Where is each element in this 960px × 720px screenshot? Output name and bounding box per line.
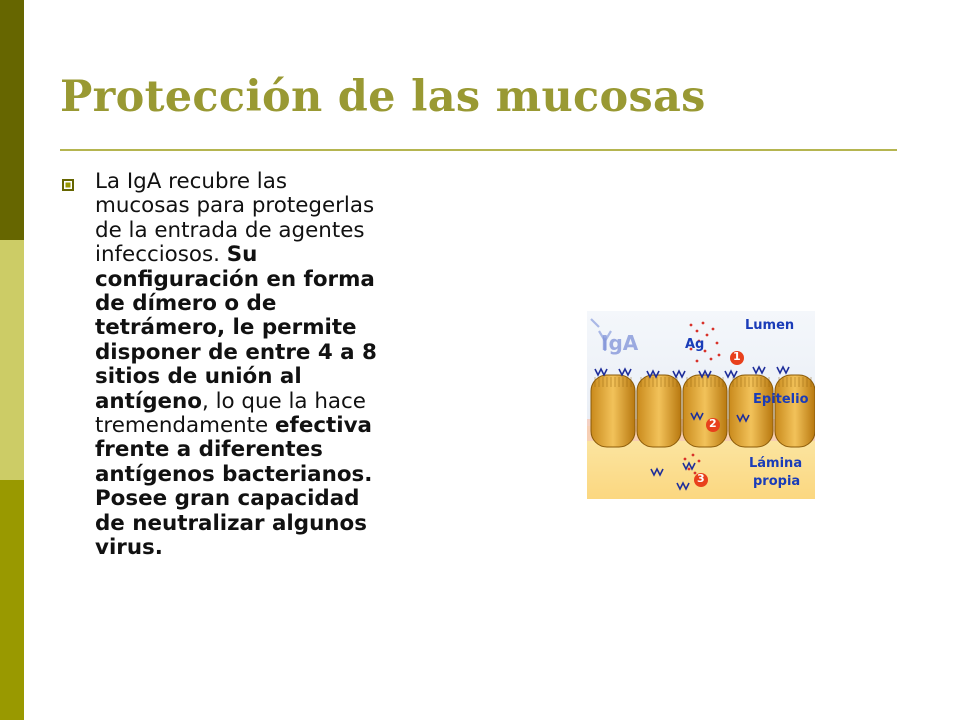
bold-text-run: antígenos bacterianos.	[95, 461, 373, 487]
bullet-line	[95, 170, 455, 194]
bullet-line	[95, 341, 455, 365]
bullet-line	[95, 512, 455, 536]
bullet-line	[95, 463, 455, 487]
lamina-label: Lámina	[749, 456, 803, 471]
bullet-line	[95, 243, 455, 267]
iga-mucosa-diagram	[587, 311, 815, 499]
bullet-line	[95, 438, 455, 462]
slide-title: Protección de las mucosas	[60, 72, 706, 122]
bold-text-run: frente a diferentes	[95, 437, 323, 463]
text-run: mucosas para protegerlas	[95, 193, 375, 219]
bullet-line	[95, 268, 455, 292]
bullet-line	[95, 390, 455, 414]
accent-bar-middle	[0, 240, 24, 480]
text-run: tremendamente	[95, 413, 276, 439]
bullet-line	[95, 316, 455, 340]
iga-label: IgA	[601, 331, 639, 355]
bullet-line	[95, 292, 455, 316]
propia-label: propia	[753, 474, 801, 489]
bullet-line	[95, 219, 455, 243]
step-1-marker: 1	[733, 350, 741, 363]
accent-bar-top	[0, 0, 24, 240]
text-run: de la entrada de agentes	[95, 217, 365, 243]
bold-text-run: sitios de unión al	[95, 364, 302, 390]
bullet-line	[95, 487, 455, 511]
epitelio-label: Epitelio	[753, 392, 809, 407]
bold-text-run: tetrámero, le permite	[95, 315, 357, 341]
square-bullet-icon	[62, 179, 74, 191]
title-underline	[60, 149, 897, 151]
bold-text-run: efectiva	[275, 413, 372, 439]
text-run: infecciosos.	[95, 242, 227, 268]
step-3-marker: 3	[697, 472, 705, 485]
bullet-line	[95, 536, 455, 560]
bullet-line	[95, 365, 455, 389]
bullet-line	[95, 414, 455, 438]
bold-text-run: de dímero o de	[95, 291, 277, 317]
bold-text-run: Posee gran capacidad	[95, 486, 360, 512]
text-run: , lo que la hace	[201, 388, 366, 414]
bold-text-run: virus.	[95, 535, 163, 561]
lumen-label: Lumen	[745, 318, 795, 333]
left-accent-bar	[0, 0, 24, 720]
bold-text-run: configuración en forma	[95, 266, 375, 292]
bullet-text	[95, 170, 455, 561]
bullet-line	[95, 194, 455, 218]
antigen-label: Ag	[685, 337, 705, 352]
text-run: La IgA recubre las	[95, 169, 288, 194]
bold-text-run: disponer de entre 4 a 8	[95, 339, 377, 365]
accent-bar-bottom	[0, 480, 24, 720]
step-2-marker: 2	[709, 417, 717, 430]
bold-text-run: antígeno	[95, 388, 202, 414]
bold-text-run: de neutralizar algunos	[95, 510, 367, 536]
bold-text-run: Su	[226, 242, 258, 268]
